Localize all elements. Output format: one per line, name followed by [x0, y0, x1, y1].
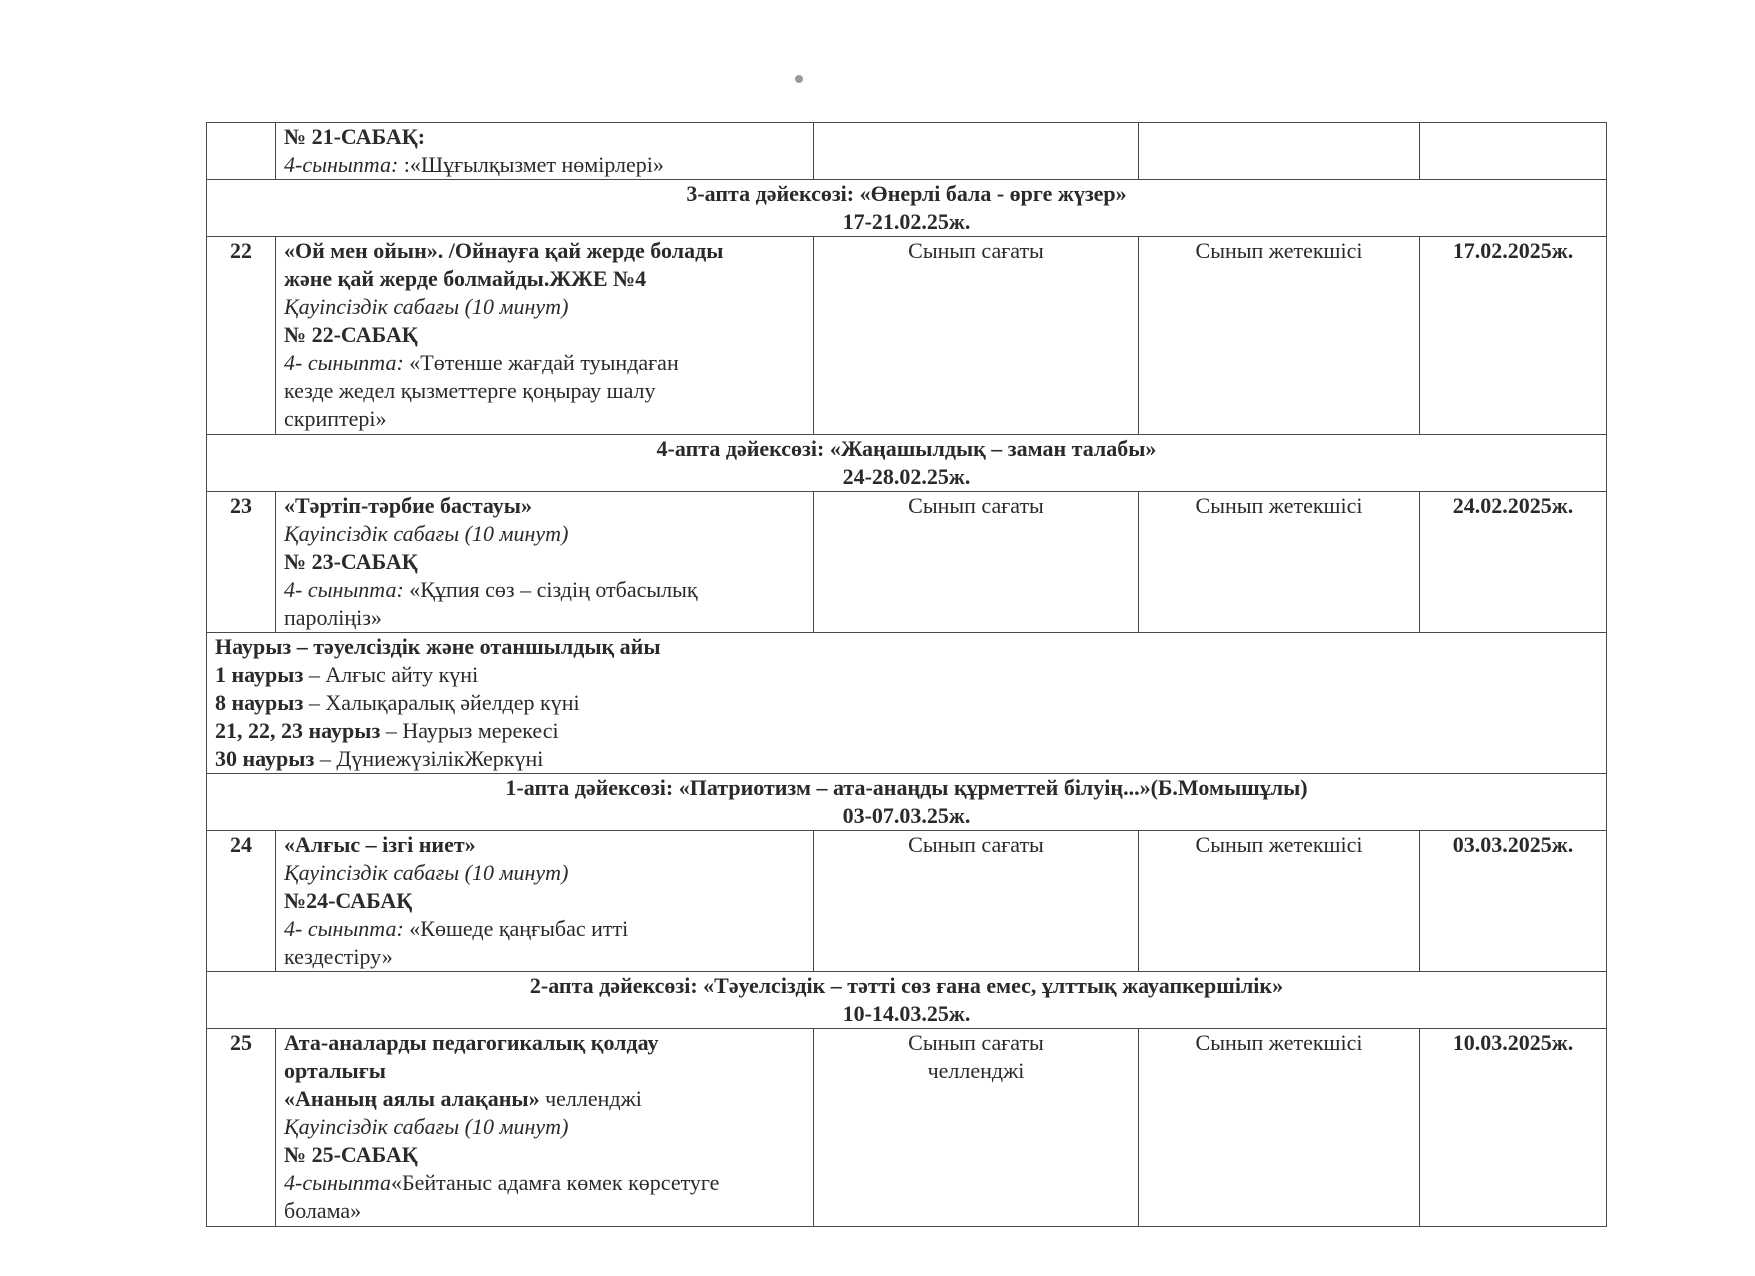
lesson-topic: «Көшеде қаңғыбас итті [403, 916, 629, 941]
scan-speck [795, 75, 803, 83]
lesson-label: №24-САБАҚ [284, 888, 413, 913]
safety-lesson-label: Қауіпсіздік сабағы (10 минут) [284, 294, 569, 319]
event-cell [276, 1029, 814, 1227]
week-header [207, 972, 1607, 1029]
row-number: 23 [207, 492, 276, 633]
event-cell [276, 123, 814, 180]
event-cell [276, 492, 814, 633]
form-cell: Сынып сағаты [814, 831, 1139, 972]
holiday-item: 8 наурыз – Халықаралық әйелдер күні [215, 690, 580, 715]
lesson-topic: «Құпия сөз – сіздің отбасылық [403, 577, 698, 602]
lesson-topic: :«Шұғылқызмет нөмірлері» [398, 152, 664, 177]
form-cell: Сынып сағаты [814, 237, 1139, 435]
plan-table [206, 122, 1607, 1227]
event-cell [276, 831, 814, 972]
week-dates: 17-21.02.25ж. [842, 209, 971, 234]
lesson-topic: «Төтенше жағдай туындаған [403, 350, 679, 375]
safety-lesson-label: Қауіпсіздік сабағы (10 минут) [284, 860, 569, 885]
challenge-title: «Ананың аялы алақаны» [284, 1086, 540, 1111]
date-cell: 17.02.2025ж. [1420, 237, 1607, 435]
date-cell: 24.02.2025ж. [1420, 492, 1607, 633]
grade-label: 4-сыныпта: [284, 152, 399, 177]
form-label: челленджі [927, 1058, 1025, 1083]
table-row [207, 237, 1607, 435]
event-title: және қай жерде болмайды.ЖЖЕ №4 [284, 266, 647, 291]
lesson-topic: кезде жедел қызметтерге қоңырау шалу [284, 378, 656, 403]
holiday-item: 21, 22, 23 наурыз – Наурыз мерекесі [215, 718, 559, 743]
grade-label: 4- сыныпта: [284, 577, 404, 602]
lesson-label: № 22-САБАҚ [284, 322, 418, 347]
responsible-cell: Сынып жетекшісі [1139, 492, 1420, 633]
week-motto: 4-апта дәйексөзі: «Жаңашылдық – заман талабы» [656, 436, 1157, 461]
row-number: 22 [207, 237, 276, 435]
date-cell: 10.03.2025ж. [1420, 1029, 1607, 1227]
lesson-topic: кездестіру» [284, 944, 393, 969]
month-info [207, 633, 1607, 774]
week-header-row [207, 774, 1607, 831]
lesson-topic: пароліңіз» [284, 605, 382, 630]
safety-lesson-label: Қауіпсіздік сабағы (10 минут) [284, 521, 569, 546]
month-info-row [207, 633, 1607, 774]
week-dates: 24-28.02.25ж. [842, 464, 971, 489]
week-header [207, 435, 1607, 492]
lesson-topic: скриптері» [284, 406, 387, 431]
responsible-cell: Сынып жетекшісі [1139, 831, 1420, 972]
holiday-item: 30 наурыз – ДүниежүзілікЖеркүні [215, 746, 544, 771]
responsible-cell: Сынып жетекшісі [1139, 1029, 1420, 1227]
week-dates: 03-07.03.25ж. [842, 803, 971, 828]
date-cell: 03.03.2025ж. [1420, 831, 1607, 972]
lesson-label: № 21-САБАҚ: [284, 124, 426, 149]
week-header [207, 180, 1607, 237]
form-label: Сынып сағаты [908, 1030, 1044, 1055]
grade-label: 4-сыныпта [284, 1170, 391, 1195]
event-cell [276, 237, 814, 435]
month-heading: Наурыз – тәуелсіздік және отаншылдық айы [215, 634, 661, 659]
week-header-row [207, 972, 1607, 1029]
table-row [207, 1029, 1607, 1227]
table-row [207, 123, 1607, 180]
event-title: «Ой мен ойын». /Ойнауға қай жерде болады [284, 238, 724, 263]
date-cell [1420, 123, 1607, 180]
safety-lesson-label: Қауіпсіздік сабағы (10 минут) [284, 1114, 569, 1139]
form-cell [814, 123, 1139, 180]
row-number: 25 [207, 1029, 276, 1227]
table-row [207, 831, 1607, 972]
lesson-topic: «Бейтаныс адамға көмек көрсетуге [390, 1170, 720, 1195]
week-header-row [207, 435, 1607, 492]
row-number-cell [207, 123, 276, 180]
responsible-cell [1139, 123, 1420, 180]
lesson-label: № 23-САБАҚ [284, 549, 418, 574]
week-motto: 1-апта дәйексөзі: «Патриотизм – ата-анаңды құрметтей білуің...»(Б.Момышұлы) [505, 775, 1308, 800]
event-title: «Алғыс – ізгі ниет» [284, 832, 476, 857]
event-title: Ата-аналарды педагогикалық қолдау [284, 1030, 659, 1055]
form-cell: Сынып сағаты [814, 492, 1139, 633]
week-header-row [207, 180, 1607, 237]
grade-label: 4- сыныпта: [284, 916, 404, 941]
table-row [207, 492, 1607, 633]
week-motto: 2-апта дәйексөзі: «Тәуелсіздік – тәтті сөз ғана емес, ұлттық жауапкершілік» [529, 973, 1284, 998]
holiday-item: 1 наурыз – Алғыс айту күні [215, 662, 479, 687]
responsible-cell: Сынып жетекшісі [1139, 237, 1420, 435]
event-title: «Тәртіп-тәрбие бастауы» [284, 493, 532, 518]
grade-label: 4- сыныпта: [284, 350, 404, 375]
week-header [207, 774, 1607, 831]
lesson-label: № 25-САБАҚ [284, 1142, 418, 1167]
week-dates: 10-14.03.25ж. [842, 1001, 971, 1026]
form-cell [814, 1029, 1139, 1227]
lesson-topic: болама» [284, 1198, 362, 1223]
challenge-suffix: челленджі [539, 1086, 642, 1111]
week-motto: 3-апта дәйексөзі: «Өнерлі бала - өрге жүзер» [686, 181, 1127, 206]
event-title: орталығы [284, 1058, 386, 1083]
row-number: 24 [207, 831, 276, 972]
